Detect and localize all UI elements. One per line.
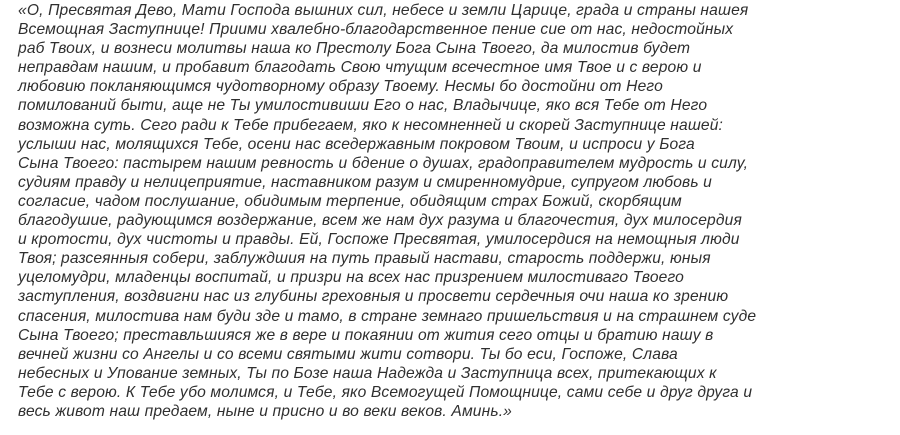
prayer-line: и кротости, дух чистоты и правды. Ей, Госпоже Пресвятая, умилосердися на немощныя люди [18, 231, 740, 249]
prayer-line: любовию покланяющимся чудотворному образу Твоему. Несмы бо достойни от Него [18, 78, 663, 96]
prayer-line: услыши нас, молящихся Тебе, осени нас вседержавным покровом Твоим, и испроси у Бога [18, 135, 695, 153]
prayer-line: Твоя; разсеянныя собери, заблуждшия на путь правый настави, старость поддержи, юныя [18, 250, 711, 268]
prayer-line: весь живот наш предаем, ныне и присно и во веки веков. Аминь.» [18, 402, 512, 420]
prayer-line: Сына Твоего: пастырем нашим ревность и бдение о душах, градоправителем мудрость и силу, [18, 154, 749, 172]
prayer-line: возможна суть. Сего ради к Тебе прибегаем, яко к несомненней и скорей Заступнице нашей: [18, 116, 724, 134]
prayer-line: Всемощная Заступнице! Приими хвалебно-благодарственное пение сие от нас, недостойных [18, 21, 734, 39]
prayer-line: вечней жизни со Ангелы и со всеми святыми жити сотвори. Ты бо еси, Госпоже, Слава [18, 345, 678, 363]
prayer-line: Тебе с верою. К Тебе убо молимся, и Тебе, яко Всемогущей Помощнице, сами себе и друг друга и [18, 383, 753, 401]
prayer-line: Сына Твоего; преставльшияся же в вере и покаянии от жития сего отцы и братию нашу в [18, 326, 714, 344]
prayer-line: благодушие, радующимся воздержание, всем же нам дух разума и благочестия, дух милосердия [18, 212, 742, 230]
prayer-line: «О, Пресвятая Дево, Мати Господа вышних сил, небесе и земли Царице, града и страны нашея [18, 2, 749, 19]
prayer-line: неправдам нашим, и пробавит благодать Свою чтущим всечестное имя Твое и с верою и [18, 59, 702, 77]
prayer-text [18, 1, 898, 421]
prayer-line: помилований быти, аще не Ты умилостивиши Его о нас, Владычице, яко вся Тебе от Него [18, 97, 708, 115]
prayer-line: небесных и Упование земных, Ты по Бозе наша Надежда и Заступница всех, притекающих к [18, 364, 717, 382]
prayer-line: судиям правду и нелицеприятие, наставником разум и смиренномудрие, супругом любовь и [18, 173, 712, 191]
prayer-line: раб Твоих, и вознеси молитвы наша ко Престолу Бога Сына Твоего, да милостив будет [18, 40, 691, 58]
prayer-line: согласие, чадом послушание, обидимым терпение, обидящим страх Божий, скорбящим [18, 192, 682, 210]
prayer-line: уцеломудри, младенцы воспитай, и призри на всех нас призрением милостиваго Твоего [18, 269, 684, 287]
prayer-line: спасения, милостива нам буди зде и тамо, в стране земнаго пришельствия и на страшнем суде [18, 307, 757, 325]
prayer-line: заступления, воздвигни нас из глубины греховныя и просвети сердечныя очи наша ко зрению [18, 288, 729, 306]
